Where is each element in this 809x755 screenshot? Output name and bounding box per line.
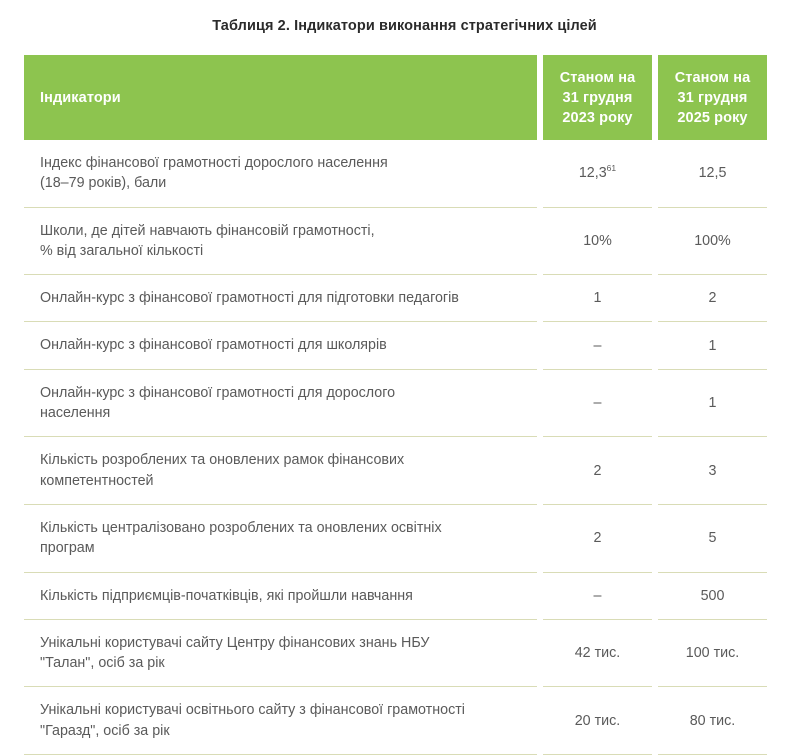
column-header-2023-line-2: 31 грудня: [562, 89, 633, 106]
column-header-2023-line-1: Станом на: [559, 69, 636, 86]
page-title: Таблиця 2. Індикатори виконання стратегічних цілей: [212, 18, 597, 34]
value-2025-text: 80 тис.: [689, 712, 736, 729]
indicator-text-line: "Гаразд", осіб за рік: [40, 722, 170, 739]
column-header-indicator: Індикатори: [24, 55, 537, 140]
table-header: [24, 55, 767, 140]
cell-indicator: [24, 505, 537, 573]
cell-value-2023: [543, 322, 652, 369]
cell-value-2025: [658, 370, 767, 438]
header-row: [24, 55, 767, 140]
indicator-text-line: Індекс фінансової грамотності дорослого населення: [40, 155, 388, 171]
indicator-text-line: Онлайн-курс з фінансової грамотності для підготовки педагогів: [40, 290, 459, 307]
value-2023-text: 12,3: [578, 165, 607, 182]
value-2025-text: 12,5: [698, 165, 727, 182]
table-body: [24, 140, 767, 755]
column-header-2025-line-3: 2025 року: [677, 109, 748, 126]
cell-value-2023: [543, 437, 652, 505]
cell-value-2025: [658, 140, 767, 208]
cell-value-2025: [658, 687, 767, 755]
cell-indicator: [24, 437, 537, 505]
cell-value-2025: [658, 437, 767, 505]
cell-indicator: [24, 573, 537, 620]
indicator-text-line: Унікальні користувачі освітнього сайту з фінансової грамотності: [40, 702, 465, 719]
cell-value-2023: [543, 140, 652, 208]
value-2023-text: 1: [593, 290, 602, 307]
indicator-text-line: "Талан", осіб за рік: [40, 655, 165, 672]
column-header-2025-line-1: Станом на: [674, 69, 751, 86]
table-row: [24, 322, 767, 369]
table-row: [24, 620, 767, 688]
table-row: [24, 208, 767, 276]
cell-value-2025: [658, 322, 767, 369]
table-row: [24, 505, 767, 573]
table-row: [24, 370, 767, 438]
cell-value-2023: [543, 620, 652, 688]
column-header-2023-line-3: 2023 року: [562, 109, 633, 126]
value-2025-text: 2: [708, 290, 717, 307]
cell-indicator: [24, 275, 537, 322]
indicator-text-line: % від загальної кількості: [40, 242, 204, 259]
cell-value-2025: [658, 573, 767, 620]
cell-value-2023: [543, 275, 652, 322]
footnote-marker: 61: [606, 163, 617, 174]
cell-indicator: [24, 620, 537, 688]
cell-indicator: [24, 140, 537, 208]
cell-indicator: [24, 370, 537, 438]
value-2025-text: 100 тис.: [685, 645, 740, 662]
indicator-text-line: Кількість підприємців-початківців, які пройшли навчання: [40, 587, 413, 604]
value-2025-text: 3: [708, 462, 717, 479]
value-2023-text: –: [593, 337, 602, 354]
indicator-text-line: Онлайн-курс з фінансової грамотності для дорослого: [40, 384, 396, 401]
indicator-text-line: Кількість розроблених та оновлених рамок фінансових: [40, 452, 405, 469]
table-row: [24, 437, 767, 505]
cell-value-2023: [543, 687, 652, 755]
value-2023-text: –: [593, 587, 602, 604]
value-2023-text: 2: [593, 530, 602, 547]
value-2023-text: 10%: [583, 232, 612, 249]
indicator-text-line: компетентностей: [40, 472, 154, 489]
value-2025-text: 100%: [694, 232, 731, 249]
indicator-text-line: населення: [40, 405, 111, 422]
cell-value-2025: [658, 208, 767, 276]
value-2025-text: 500: [700, 587, 725, 604]
table-row: [24, 275, 767, 322]
cell-value-2023: [543, 208, 652, 276]
cell-value-2023: [543, 370, 652, 438]
column-header-2025: [658, 55, 767, 140]
indicators-table: [24, 55, 767, 755]
indicator-text-line: програм: [40, 540, 95, 557]
value-2023-text: –: [593, 395, 602, 412]
cell-indicator: [24, 208, 537, 276]
value-2025-text: 1: [708, 337, 717, 354]
cell-value-2023: [543, 505, 652, 573]
cell-value-2025: [658, 275, 767, 322]
value-2023-text: 20 тис.: [574, 712, 621, 729]
value-2023-text: 42 тис.: [574, 645, 621, 662]
indicator-text-line: (18–79 років), бали: [40, 175, 167, 192]
cell-indicator: [24, 687, 537, 755]
value-2023-text: 2: [593, 462, 602, 479]
indicator-text-line: Кількість централізовано розроблених та оновлених освітніх: [40, 519, 442, 536]
indicator-text-line: Унікальні користувачі сайту Центру фінансових знань НБУ: [40, 634, 430, 651]
column-header-2023: [543, 55, 652, 140]
indicator-text-line: Школи, де дітей навчають фінансовій грамотності,: [40, 222, 375, 239]
table-row: [24, 140, 767, 208]
cell-value-2023: [543, 573, 652, 620]
indicators-table-container: [24, 55, 765, 755]
table-row: [24, 687, 767, 755]
indicator-text-line: Онлайн-курс з фінансової грамотності для школярів: [40, 337, 387, 354]
value-2025-text: 1: [708, 395, 717, 412]
cell-value-2025: [658, 505, 767, 573]
cell-indicator: [24, 322, 537, 369]
column-header-2025-line-2: 31 грудня: [677, 89, 748, 106]
table-row: [24, 573, 767, 620]
cell-value-2025: [658, 620, 767, 688]
value-2025-text: 5: [708, 530, 717, 547]
